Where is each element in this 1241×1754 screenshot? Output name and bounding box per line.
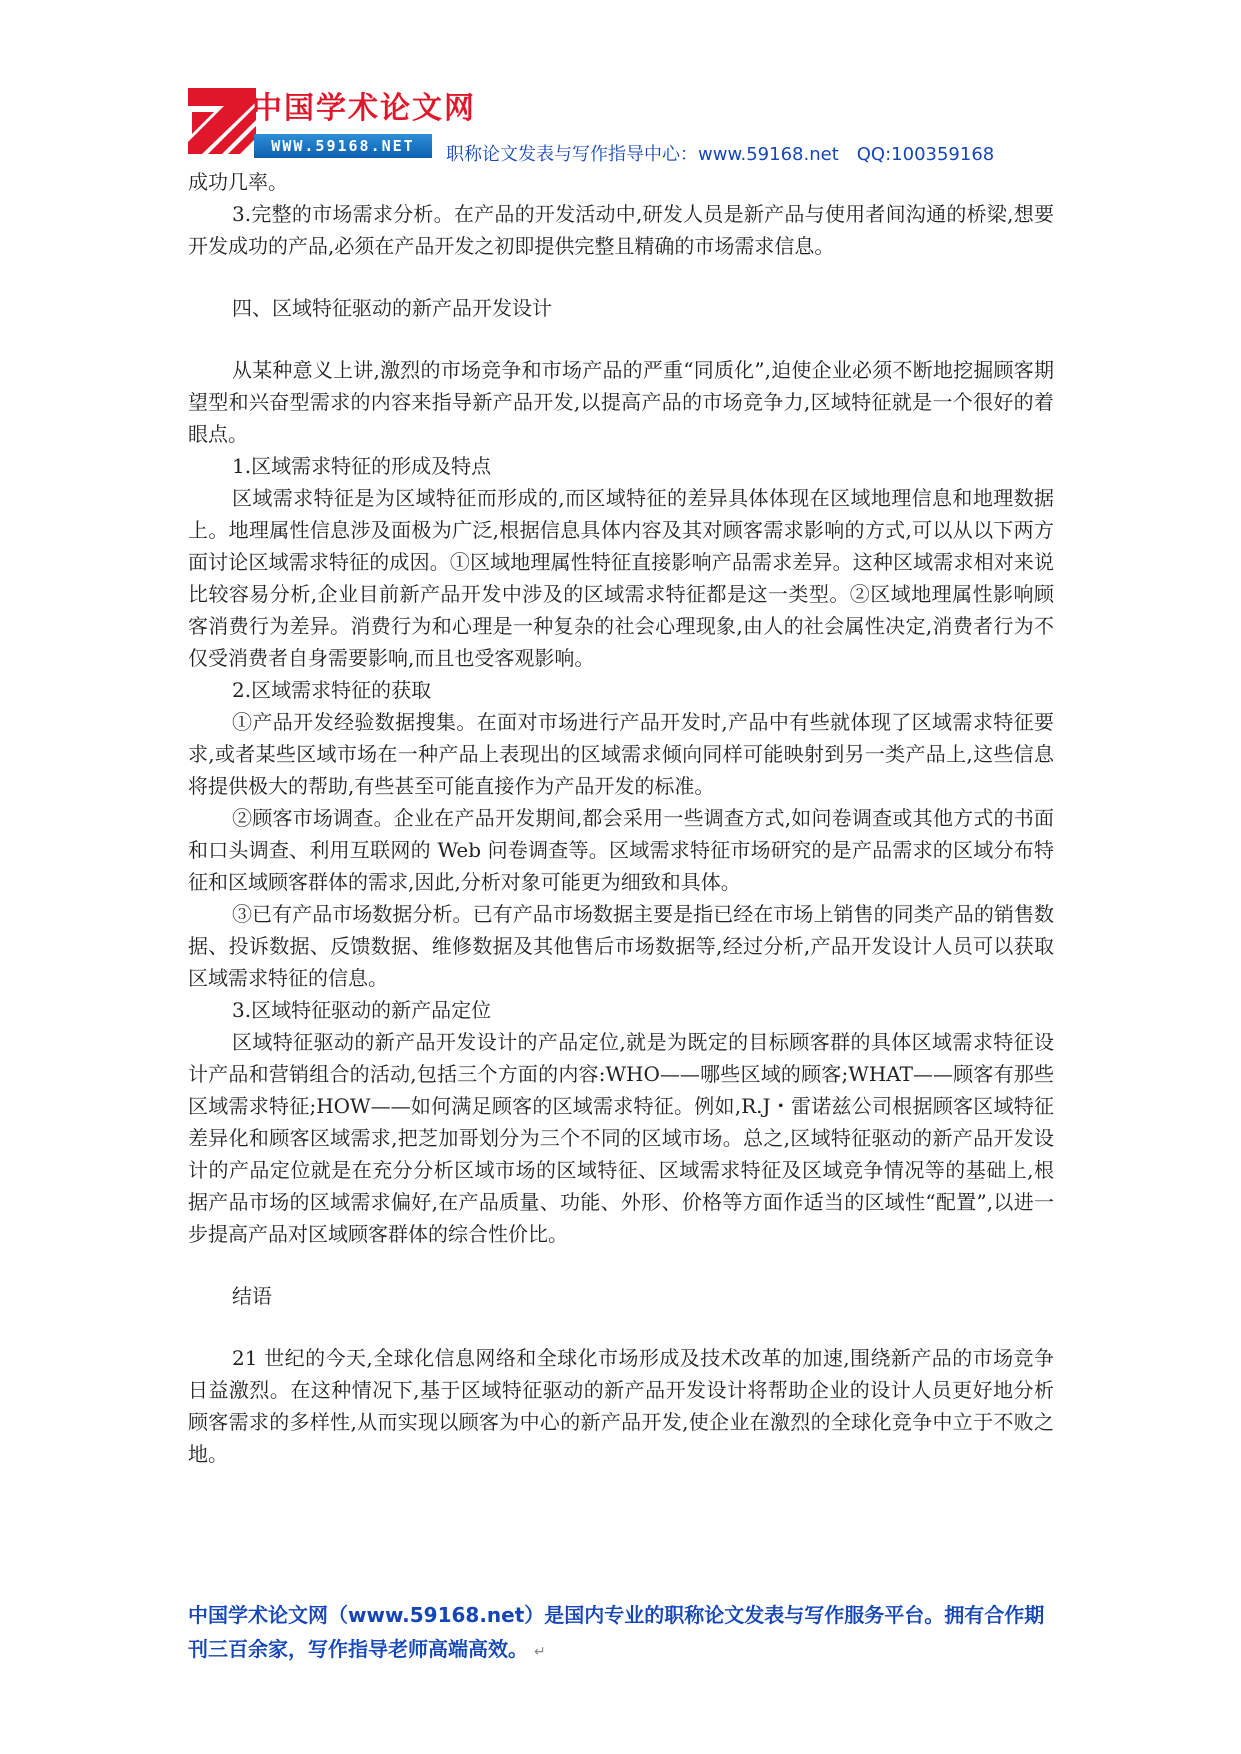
paragraph: 2.区域需求特征的获取 <box>232 678 432 702</box>
paragraph: 区域特征驱动的新产品开发设计的产品定位,就是为既定的目标顾客群的具体区域需求特征设计产品和营销组合的活动,包括三个方面的内容:WHO——哪些区域的顾客;WHAT——顾客有那些区域需求特征;HOW——如何满足顾客的区域需求特征。例如,R.J・雷诺兹公司根据顾客区域特征差异化和顾客区域需求,把芝加哥划分为三个不同的区域市场。总之,区域特征驱动的新产品开发设计的产品定位就是在充分分析区域市场的区域特征、区域需求特征及区域竞争情况等的基础上,根据产品市场的区域需求偏好,在产品质量、功能、外形、价格等方面作适当的区域性“配置”,以进一步提高产品对区域顾客群体的综合性价比。 <box>188 1030 1054 1246</box>
paragraph: 3.完整的市场需求分析。在产品的开发活动中,研发人员是新产品与使用者间沟通的桥梁,想要开发成功的产品,必须在产品开发之初即提供完整且精确的市场需求信息。 <box>188 202 1054 258</box>
paragraph: 成功几率。 <box>188 170 288 194</box>
paragraph-gap <box>188 324 1054 354</box>
logo-url: WWW.59168.NET <box>254 134 432 158</box>
tagline-text: 职称论文发表与写作指导中心：www.59168.net <box>446 144 839 165</box>
paragraph: 3.区域特征驱动的新产品定位 <box>232 998 492 1022</box>
paragraph: ①产品开发经验数据搜集。在面对市场进行产品开发时,产品中有些就体现了区域需求特征要求,或者某些区域市场在一种产品上表现出的区域需求倾向同样可能映射到另一类产品上,这些信息将提供极大的帮助,有些甚至可能直接作为产品开发的标准。 <box>188 710 1054 798</box>
paragraph: 区域需求特征是为区域特征而形成的,而区域特征的差异具体体现在区域地理信息和地理数据上。地理属性信息涉及面极为广泛,根据信息具体内容及其对顾客需求影响的方式,可以从以下两方面讨论区域需求特征的成因。①区域地理属性特征直接影响产品需求差异。这种区域需求相对来说比较容易分析,企业目前新产品开发中涉及的区域需求特征都是这一类型。②区域地理属性影响顾客消费行为差异。消费行为和心理是一种复杂的社会心理现象,由人的社会属性决定,消费者行为不仅受消费者自身需要影响,而且也受客观影响。 <box>188 486 1054 670</box>
paragraph: ③已有产品市场数据分析。已有产品市场数据主要是指已经在市场上销售的同类产品的销售数据、投诉数据、反馈数据、维修数据及其他售后市场数据等,经过分析,产品开发设计人员可以获取区域需求特征的信息。 <box>188 902 1054 990</box>
paragraph: 1.区域需求特征的形成及特点 <box>232 454 492 478</box>
paragraph: ②顾客市场调查。企业在产品开发期间,都会采用一些调查方式,如问卷调查或其他方式的书面和口头调查、利用互联网的 Web 问卷调查等。区域需求特征市场研究的是产品需求的区域分布特征和区域顾客群体的需求,因此,分析对象可能更为细致和具体。 <box>188 806 1054 894</box>
footer-notice <box>188 1598 1054 1669</box>
site-logo[interactable] <box>188 88 476 164</box>
paragraph-return-mark: ↵ <box>534 1644 546 1660</box>
article-body <box>188 166 1054 1470</box>
paragraph: 四、区域特征驱动的新产品开发设计 <box>232 296 552 320</box>
paragraph: 结语 <box>232 1284 272 1308</box>
page-header <box>188 88 1068 164</box>
header-tagline <box>446 140 994 166</box>
paragraph: 从某种意义上讲,激烈的市场竞争和市场产品的严重“同质化”,迫使企业必须不断地挖掘顾客期望型和兴奋型需求的内容来指导新产品开发,以提高产品的市场竞争力,区域特征就是一个很好的着眼点。 <box>188 358 1054 446</box>
paragraph: 21 世纪的今天,全球化信息网络和全球化市场形成及技术改革的加速,围绕新产品的市场竞争日益激烈。在这种情况下,基于区域特征驱动的新产品开发设计将帮助企业的设计人员更好地分析顾客需求的多样性,从而实现以顾客为中心的新产品开发,使企业在激烈的全球化竞争中立于不败之地。 <box>188 1346 1054 1466</box>
paragraph-gap <box>188 262 1054 292</box>
paragraph-gap <box>188 1312 1054 1342</box>
paragraph-gap <box>188 1250 1054 1280</box>
qq-number: QQ:100359168 <box>856 144 995 165</box>
logo-title: 中国学术论文网 <box>252 91 476 126</box>
footer-text: 中国学术论文网（www.59168.net）是国内专业的职称论文发表与写作服务平台。拥有合作期刊三百余家，写作指导老师高端高效。 <box>188 1603 1045 1661</box>
red-diagonal-stripes-logo-icon <box>188 88 256 154</box>
